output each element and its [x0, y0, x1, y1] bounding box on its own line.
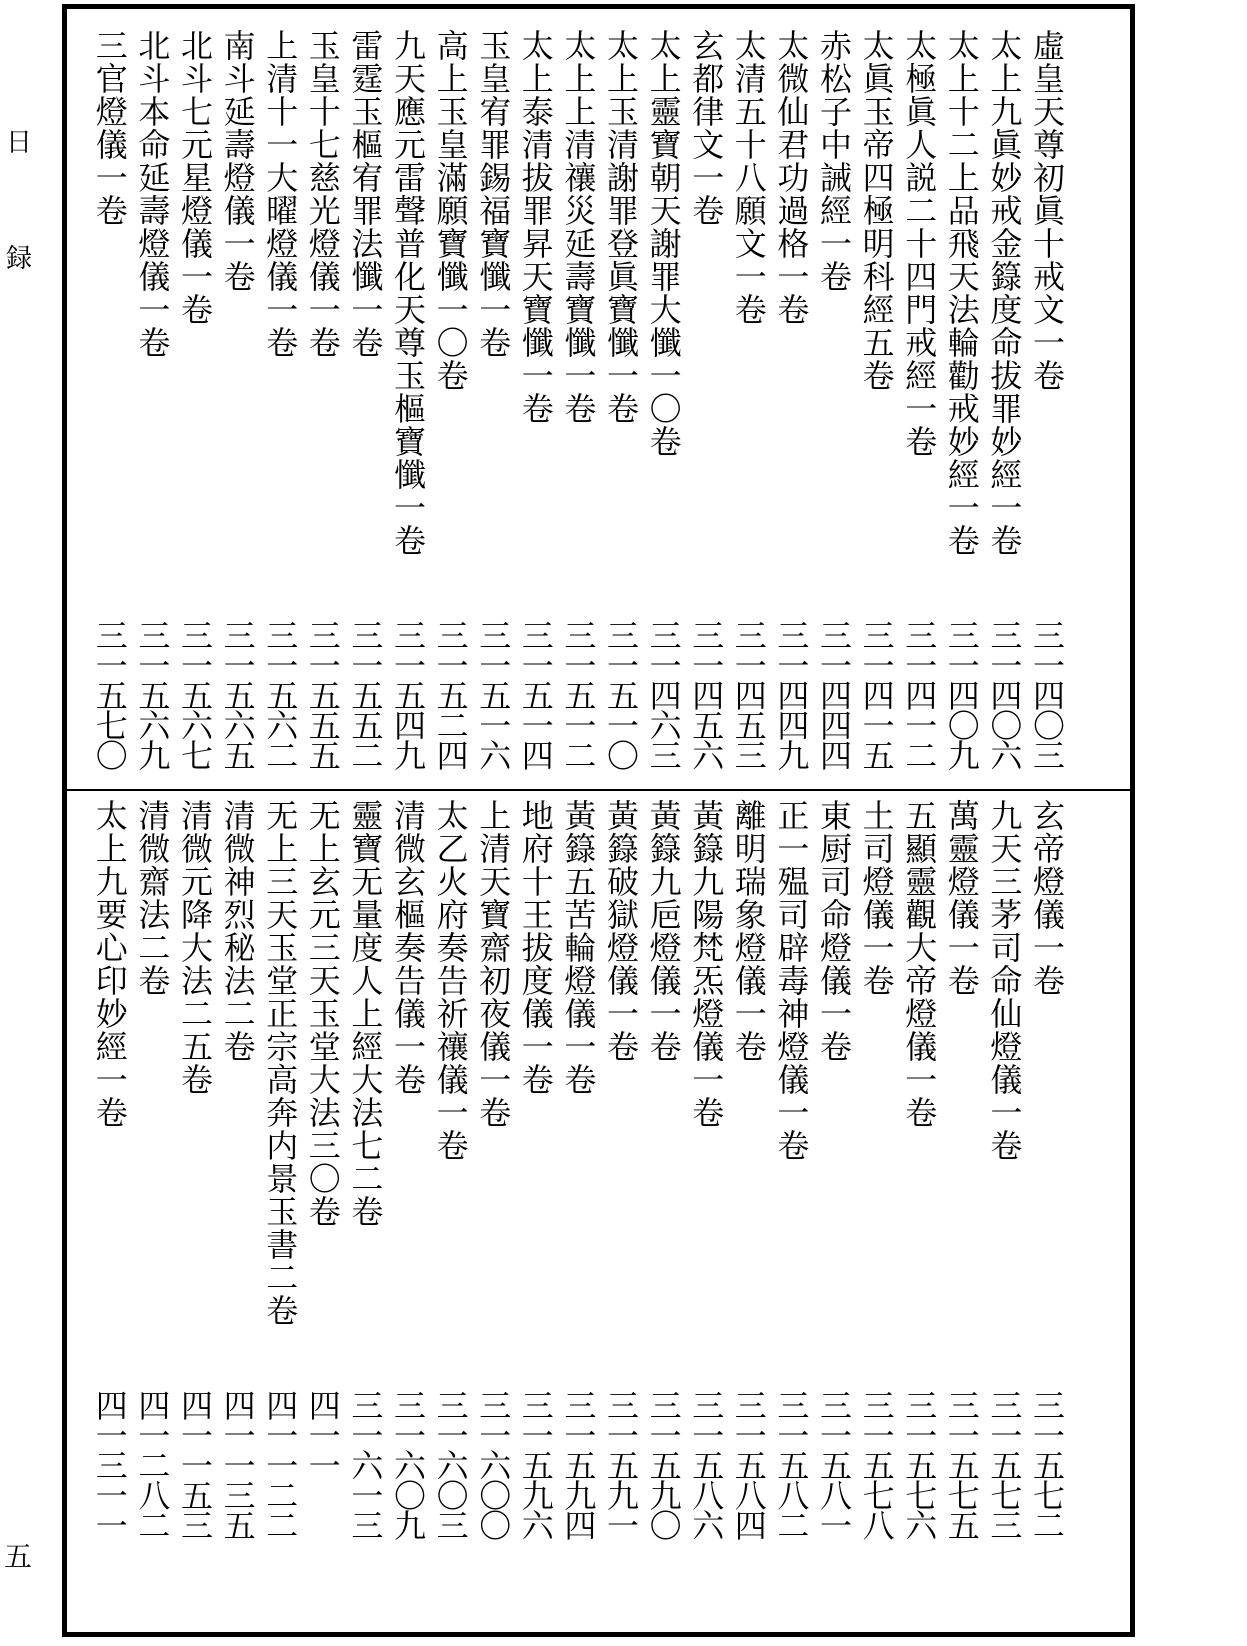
entry-title: 上清天寶齋初夜儀一卷 [474, 799, 513, 1129]
entry-number: 三一五六二 [261, 619, 300, 769]
entry-number: 三一五七二 [1028, 1389, 1066, 1539]
entry-number: 三一五八四 [729, 1389, 768, 1539]
entry-number: 三一六〇九 [389, 1389, 427, 1539]
entry-title: 太眞玉帝四極明科經五卷 [857, 29, 896, 392]
entry-title: 黃籙破獄燈儀一卷 [602, 799, 640, 1063]
entry-title: 北斗本命延壽燈儀一卷 [133, 29, 172, 359]
entry-title: 清微元降大法二五卷 [176, 799, 214, 1096]
entry-number: 四一一五三 [176, 1389, 214, 1539]
entry-title: 黃籙九巵燈儀一卷 [644, 799, 683, 1063]
entry-number: 三一四一五 [857, 619, 896, 769]
entry-number: 三一五一四 [516, 619, 555, 769]
entry-title: 清微神烈秘法二卷 [218, 799, 257, 1063]
entry-number: 三一五一六 [474, 619, 513, 769]
entry-title: 黃籙九陽梵炁燈儀一卷 [687, 799, 726, 1129]
page-number: 五 [4, 1540, 33, 1573]
entry-number: 三一五六五 [218, 619, 257, 769]
entry-number: 四一二八二 [133, 1389, 172, 1539]
entry-number: 四一一三五 [218, 1389, 257, 1539]
entry-title: 高上玉皇滿願寶懺一〇卷 [431, 29, 470, 392]
entry-number: 三一五七〇 [90, 619, 129, 769]
entry-title: 正一殟司辟毒神燈儀一卷 [772, 799, 811, 1162]
entry-title: 太上九眞妙戒金籙度命拔罪妙經一卷 [985, 29, 1024, 557]
entry-title: 玉皇十七慈光燈儀一卷 [303, 29, 342, 359]
margin-title-char: 日 [6, 128, 33, 158]
entry-title: 太極眞人説二十四門戒經一卷 [900, 29, 939, 458]
entry-title: 黃籙五苦輪燈儀一卷 [559, 799, 598, 1096]
entry-title: 土司燈儀一卷 [857, 799, 896, 997]
entry-number: 三一五九六 [516, 1389, 555, 1539]
entry-number: 三一四五六 [687, 619, 726, 769]
entry-title: 无上三天玉堂正宗高奔内景玉書二卷 [261, 799, 300, 1327]
section-divider [67, 789, 1130, 791]
entry-number: 三一五七五 [942, 1389, 981, 1539]
entry-number: 三一五五二 [346, 619, 385, 769]
entry-number: 三一六〇三 [431, 1389, 470, 1539]
entry-number: 三一五八一 [815, 1389, 853, 1539]
entry-number: 三一四五三 [729, 619, 768, 769]
entry-title: 无上玄元三天玉堂大法三〇卷 [303, 799, 342, 1228]
entry-title: 九天三茅司命仙燈儀一卷 [985, 799, 1024, 1162]
entry-title: 太上玉清謝罪登眞寶懺一卷 [602, 29, 640, 425]
entry-title: 三官燈儀一卷 [90, 29, 129, 227]
entry-title: 離明瑞象燈儀一卷 [729, 799, 768, 1063]
entry-number: 三一四六三 [644, 619, 683, 769]
margin-title [6, 130, 32, 362]
entry-title: 太上十二上品飛天法輪勸戒妙經一卷 [942, 29, 981, 557]
entry-number: 三一四四九 [772, 619, 811, 769]
entry-title: 太上上清禳災延壽寶懺一卷 [559, 29, 598, 425]
entry-number: 四一一 [303, 1389, 342, 1479]
entry-number: 三一五四九 [389, 619, 427, 769]
entry-number: 四一一二二 [261, 1389, 300, 1539]
entry-title: 萬靈燈儀一卷 [942, 799, 981, 997]
entry-number: 三一四〇九 [942, 619, 981, 769]
entry-number: 三一五八六 [687, 1389, 726, 1539]
entry-number: 四一三一一 [90, 1389, 129, 1539]
entry-title: 太微仙君功過格一卷 [772, 29, 811, 326]
entry-number: 三一四〇六 [985, 619, 1024, 769]
entry-number: 三一五九〇 [644, 1389, 683, 1539]
entry-title: 雷霆玉樞宥罪法懺一卷 [346, 29, 385, 359]
entry-title: 九天應元雷聲普化天尊玉樞寶懺一卷 [389, 29, 427, 557]
entry-title: 地府十王拔度儀一卷 [516, 799, 555, 1096]
entry-number: 三一五七六 [900, 1389, 939, 1539]
entry-title: 太上泰清拔罪昇天寶懺一卷 [516, 29, 555, 425]
entry-title: 清微齋法二卷 [133, 799, 172, 997]
margin-title-char: 録 [6, 244, 33, 274]
entry-number: 三一五七八 [857, 1389, 896, 1539]
entry-number: 三一六一三 [346, 1389, 385, 1539]
entry-title: 靈寶无量度人上經大法七二卷 [346, 799, 385, 1228]
entry-title: 太上靈寶朝天謝罪大懺一〇卷 [644, 29, 683, 458]
entry-number: 三一五一〇 [602, 619, 640, 769]
entry-number: 三一四一二 [900, 619, 939, 769]
entry-title: 上清十一大曜燈儀一卷 [261, 29, 300, 359]
page-frame [62, 4, 1135, 1637]
entry-number: 三一五六九 [133, 619, 172, 769]
entry-title: 玄帝燈儀一卷 [1028, 799, 1066, 997]
entry-number: 三一五五五 [303, 619, 342, 769]
entry-number: 三一五八二 [772, 1389, 811, 1539]
entry-number: 三一五九一 [602, 1389, 640, 1539]
entry-title: 玄都律文一卷 [687, 29, 726, 227]
entry-number: 三一六〇〇 [474, 1389, 513, 1539]
entry-number: 三一四四四 [815, 619, 853, 769]
entry-title: 北斗七元星燈儀一卷 [176, 29, 214, 326]
entry-number: 三一四〇三 [1028, 619, 1066, 769]
entry-title: 清微玄樞奏告儀一卷 [389, 799, 427, 1096]
entry-title: 虛皇天尊初眞十戒文一卷 [1028, 29, 1066, 392]
entry-title: 赤松子中誡經一卷 [815, 29, 853, 293]
entry-number: 三一五六七 [176, 619, 214, 769]
entry-number: 三一五九四 [559, 1389, 598, 1539]
entry-number: 三一五二四 [431, 619, 470, 769]
entry-title: 南斗延壽燈儀一卷 [218, 29, 257, 293]
entry-title: 太乙火府奏告祈禳儀一卷 [431, 799, 470, 1162]
entry-title: 五顯靈觀大帝燈儀一卷 [900, 799, 939, 1129]
entry-title: 太上九要心印妙經一卷 [90, 799, 129, 1129]
entry-number: 三一五七三 [985, 1389, 1024, 1539]
entry-number: 三一五一二 [559, 619, 598, 769]
entry-title: 東厨司命燈儀一卷 [815, 799, 853, 1063]
entry-title: 玉皇宥罪錫福寶懺一卷 [474, 29, 513, 359]
entry-title: 太清五十八願文一卷 [729, 29, 768, 326]
